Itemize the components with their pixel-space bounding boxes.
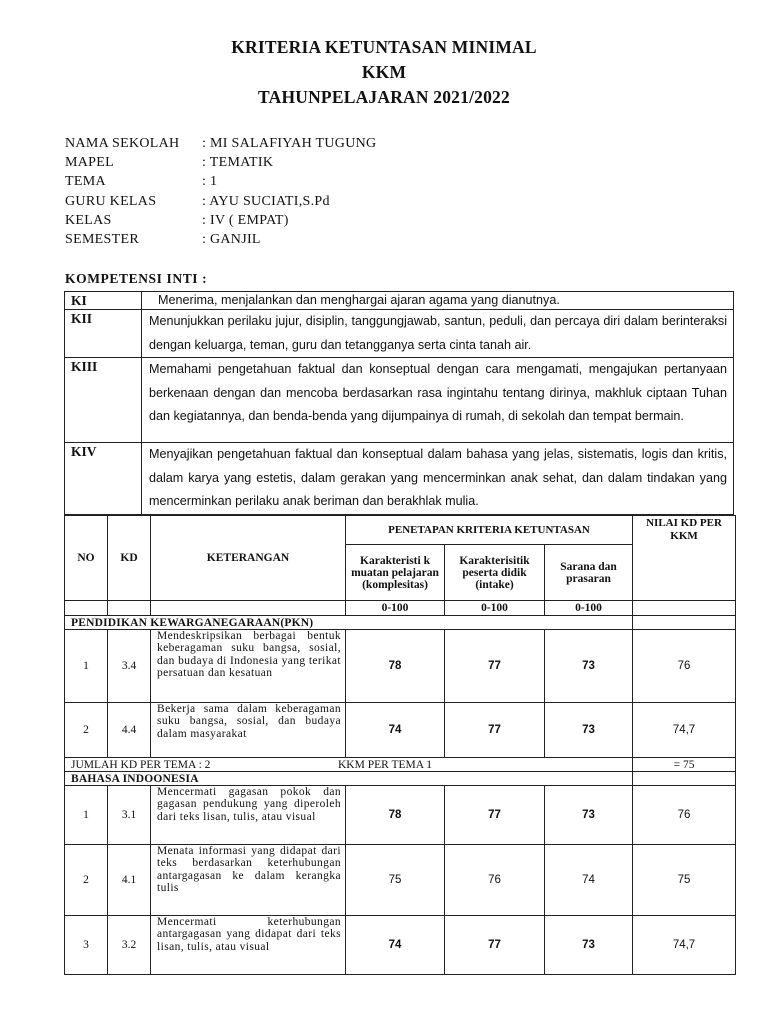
ki-text: Menerima, menjalankan dan menghargai ajaran agama yang dianutnya. xyxy=(142,292,734,310)
row-kd: 4.1 xyxy=(108,845,151,916)
info-label: TEMA xyxy=(65,174,106,190)
info-value: : 1 xyxy=(202,174,218,190)
row-sarana: 73 xyxy=(545,916,633,975)
ki-row xyxy=(65,443,734,515)
row-nilai: 74,7 xyxy=(633,703,736,758)
row-muatan: 78 xyxy=(346,786,445,845)
empty-cell xyxy=(108,601,151,616)
section-row-pkn xyxy=(65,616,736,630)
ki-text: Menunjukkan perilaku jujur, disiplin, tanggungjawab, santun, peduli, dan percaya diri dalam berinteraksi dengan keluarga, teman, guru dan tetangganya serta cinta tanah air. xyxy=(142,310,734,358)
info-row-school xyxy=(65,136,376,155)
ki-code: KI xyxy=(65,292,142,310)
row-kd: 3.2 xyxy=(108,916,151,975)
kompetensi-inti-heading: KOMPETENSI INTI : xyxy=(65,271,208,286)
ki-text: Memahami pengetahuan faktual dan konseptual dengan cara mengamati, mengajukan pertanyaan berkenaan dengan dan mencoba berdasarkan rasa ingintahu tentang dirinya, makhluk ciptaan Tuhan dan kegiatannya, dan benda-benda yang dijumpainya di rumah, di sekolah dan tempat bermain. xyxy=(142,358,734,443)
ki-text: Menyajikan pengetahuan faktual dan konseptual dalam bahasa yang jelas, sistematis, logis dan kritis, dalam karya yang estetis, dalam gerakan yang mencerminkan anak sehat, dan dalam tindakan yang mencerminkan perilaku anak beriman dan berakhlak mulia. xyxy=(142,443,734,515)
col-no-header: NO xyxy=(65,516,108,601)
row-peserta: 77 xyxy=(445,703,545,758)
empty-cell xyxy=(633,772,736,786)
section-row-bahasa xyxy=(65,772,736,786)
empty-cell xyxy=(65,601,108,616)
ki-row xyxy=(65,358,734,443)
document-title: KRITERIA KETUNTASAN MINIMAL xyxy=(231,37,537,57)
info-row-semester xyxy=(65,232,376,251)
info-value: : IV ( EMPAT) xyxy=(202,212,289,228)
info-value: : AYU SUCIATI,S.Pd xyxy=(202,193,330,209)
row-sarana: 74 xyxy=(545,845,633,916)
row-peserta: 77 xyxy=(445,916,545,975)
col-penetapan-header: PENETAPAN KRITERIA KETUNTASAN xyxy=(346,516,633,545)
row-no: 2 xyxy=(65,845,108,916)
table-row xyxy=(65,845,736,916)
kkm-table xyxy=(64,515,736,975)
ki-row xyxy=(65,310,734,358)
info-value: : GANJIL xyxy=(202,231,261,247)
ki-code: KIII xyxy=(65,358,142,443)
row-no: 1 xyxy=(65,786,108,845)
row-sarana: 73 xyxy=(545,630,633,703)
info-label: KELAS xyxy=(65,212,112,228)
ki-code: KIV xyxy=(65,443,142,515)
info-row-tema xyxy=(65,174,376,193)
row-muatan: 74 xyxy=(346,703,445,758)
col-kd-header: KD xyxy=(108,516,151,601)
empty-cell xyxy=(151,601,346,616)
jumlah-cell xyxy=(65,758,633,772)
info-row-mapel xyxy=(65,155,376,174)
info-row-kelas xyxy=(65,213,376,232)
row-no: 1 xyxy=(65,630,108,703)
ki-row xyxy=(65,292,734,310)
info-label: SEMESTER xyxy=(65,231,139,247)
row-sarana: 73 xyxy=(545,703,633,758)
row-desc: Bekerja sama dalam keberagaman suku bangsa, sosial, dan budaya dalam masyarakat xyxy=(151,703,346,758)
document-subtitle: KKM xyxy=(361,62,407,82)
row-kd: 3.1 xyxy=(108,786,151,845)
info-row-guru xyxy=(65,194,376,213)
row-peserta: 77 xyxy=(445,786,545,845)
info-label: MAPEL xyxy=(65,155,114,171)
table-row xyxy=(65,703,736,758)
sub-muatan-header: Karakteristi k muatan pelajaran (komplesitas) xyxy=(346,545,445,601)
row-no: 2 xyxy=(65,703,108,758)
sub-sarana-header: Sarana dan prasaran xyxy=(545,545,633,601)
row-nilai: 74,7 xyxy=(633,916,736,975)
range-sarana: 0-100 xyxy=(545,601,633,616)
row-peserta: 76 xyxy=(445,845,545,916)
row-desc: Mencermati gagasan pokok dan gagasan pendukung yang diperoleh dari teks lisan, tulis, atau visual xyxy=(151,786,346,845)
kkm-per-tema-text: KKM PER TEMA 1 xyxy=(338,758,433,771)
range-muatan: 0-100 xyxy=(346,601,445,616)
ki-code: KII xyxy=(65,310,142,358)
table-header-row xyxy=(65,516,736,545)
table-row xyxy=(65,916,736,975)
kompetensi-inti-table xyxy=(64,291,734,515)
row-kd: 4.4 xyxy=(108,703,151,758)
range-peserta: 0-100 xyxy=(445,601,545,616)
row-no: 3 xyxy=(65,916,108,975)
academic-year: TAHUNPELAJARAN 2021/2022 xyxy=(258,87,510,107)
row-kd: 3.4 xyxy=(108,630,151,703)
row-desc: Menata informasi yang didapat dari teks berdasarkan keterhubungan antargagasan ke dalam kerangka tulis xyxy=(151,845,346,916)
jumlah-row xyxy=(65,758,736,772)
col-keterangan-header: KETERANGAN xyxy=(151,516,346,601)
info-label: GURU KELAS xyxy=(65,193,157,209)
row-muatan: 75 xyxy=(346,845,445,916)
empty-cell xyxy=(633,616,736,630)
row-desc: Mendeskripsikan berbagai bentuk keberagaman suku bangsa, sosial, dan budaya di Indonesia yang terikat persatuan dan kesatuan xyxy=(151,630,346,703)
empty-cell xyxy=(633,601,736,616)
info-value: : TEMATIK xyxy=(202,155,274,171)
row-nilai: 76 xyxy=(633,786,736,845)
kkm-value: = 75 xyxy=(633,758,736,772)
section-title: BAHASA INDOONESIA xyxy=(65,772,633,786)
table-row xyxy=(65,630,736,703)
row-sarana: 73 xyxy=(545,786,633,845)
school-info xyxy=(65,136,376,251)
row-peserta: 77 xyxy=(445,630,545,703)
row-nilai: 75 xyxy=(633,845,736,916)
info-value: : MI SALAFIYAH TUGUNG xyxy=(202,136,377,151)
row-muatan: 78 xyxy=(346,630,445,703)
table-row xyxy=(65,786,736,845)
row-muatan: 74 xyxy=(346,916,445,975)
col-nilai-header: NILAI KD PER KKM xyxy=(633,516,736,601)
info-label: NAMA SEKOLAH xyxy=(65,136,180,151)
jumlah-kd-text: JUMLAH KD PER TEMA : 2 xyxy=(71,758,211,771)
row-desc: Mencermati keterhubungan antargagasan yang didapat dari teks lisan, tulis, atau visual xyxy=(151,916,346,975)
sub-peserta-header: Karakterisitik peserta didik (intake) xyxy=(445,545,545,601)
row-nilai: 76 xyxy=(633,630,736,703)
range-row xyxy=(65,601,736,616)
section-title: PENDIDIKAN KEWARGANEGARAAN(PKN) xyxy=(65,616,633,630)
